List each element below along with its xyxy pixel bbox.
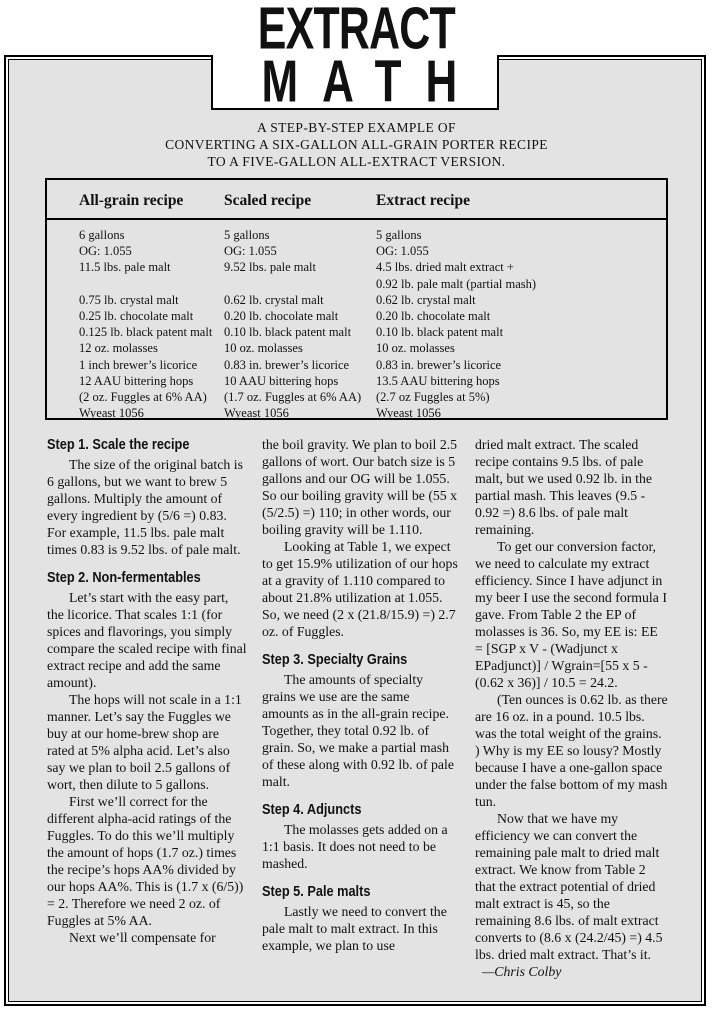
table-row: [79, 308, 666, 324]
table-cell: 10 AAU bittering hops: [224, 373, 339, 388]
table-cell: 0.125 lb. black patent malt: [79, 325, 213, 340]
paragraph: Lastly we need to convert the pale malt to malt extract. In this example, we plan to use: [262, 904, 447, 953]
title-text-math: MATH: [261, 47, 482, 115]
article: [47, 436, 668, 980]
table-row: [79, 227, 666, 243]
paragraph: The hops will not scale in a 1:1 manner. Let’s say the Fuggles we buy at our home-brew shop are rated at 5% alpha acid. Let’s also say we plan to boil 2.5 gallons of wort, then dilute to 5 gallons.: [47, 692, 242, 792]
table-cell: 0.92 lb. pale malt (partial mash): [376, 276, 537, 291]
table-row: [79, 389, 666, 405]
paragraph: First we’ll correct for the different alpha-acid ratings of the Fuggles. To do this we’ll multiply the amount of hops (1.7 oz.) times the recipe’s hops AA% divided by our hops AA%. This is (1.7 x (6/5)) = 2. Therefore we need 2 oz. of Fuggles at 5% AA.: [47, 794, 244, 928]
table-cell: OG: 1.055: [79, 244, 132, 259]
table-header-cell: Extract recipe: [376, 192, 470, 209]
table-header-cell: Scaled recipe: [224, 192, 312, 209]
table-cell: 0.10 lb. black patent malt: [224, 325, 352, 340]
recipe-table: [45, 178, 668, 420]
subtitle-line: TO A FIVE-GALLON ALL-EXTRACT VERSION.: [207, 154, 506, 169]
table-cell: [224, 276, 376, 292]
table-row: [79, 405, 666, 421]
table-row: [79, 373, 666, 389]
table-cell: 12 oz. molasses: [79, 341, 158, 356]
table-cell: 9.52 lbs. pale malt: [224, 260, 316, 275]
article-column-3: [475, 436, 668, 980]
paragraph: Let’s start with the easy part, the licorice. That scales 1:1 (for spices and flavorings, you simply compare the scaled recipe with final extract recipe and add the same amount).: [47, 590, 247, 690]
step-heading-text: Step 4. Adjuncts: [262, 801, 362, 818]
table-row: [79, 357, 666, 373]
table-cell: 0.62 lb. crystal malt: [376, 292, 476, 307]
table-row: [79, 324, 666, 340]
table-row: [79, 243, 666, 259]
paragraph: The molasses gets added on a 1:1 basis. It does not need to be mashed.: [262, 822, 448, 871]
table-cell: Wyeast 1056: [376, 406, 441, 421]
table-cell: 5 gallons: [376, 228, 422, 242]
recipe-table-body: [47, 220, 666, 421]
step-heading-text: Step 2. Non-fermentables: [47, 569, 201, 586]
paragraph: To get our conversion factor, we need to calculate my extract efficiency. Since I have adjunct in my beer I use the second formula I gave. From Table 2 the EP of molasses is 36. So, my EE is: EE = [SGP x V - (Wadjunct x EPadjunct)] / Wgrain=[55 x 5 - (0.62 x 36)] / 10.5 = 24.2.: [475, 539, 667, 690]
step-heading: [47, 436, 247, 453]
article-column-1: [47, 436, 247, 980]
table-cell: Wyeast 1056: [79, 406, 144, 421]
table-cell: 10 oz. molasses: [376, 341, 455, 356]
step-heading: [262, 883, 458, 900]
table-cell: 6 gallons: [79, 228, 125, 242]
table-cell: 0.25 lb. chocolate malt: [79, 309, 194, 324]
masthead-title-line2: [0, 47, 713, 121]
table-row: [79, 276, 666, 292]
paragraph: (Ten ounces is 0.62 lb. as there are 16 oz. in a pound. 10.5 lbs. was the total weight of the grains. ) Why is my EE so lousy? Mostly because I have a one-gallon space under the false bottom of my mash tun.: [475, 692, 668, 809]
recipe-table-header-row: [47, 180, 666, 220]
table-cell: 5 gallons: [224, 228, 270, 242]
table-cell: 4.5 lbs. dried malt extract +: [376, 260, 514, 275]
step-heading: [262, 801, 458, 818]
step-heading: [262, 651, 458, 668]
subtitle-line: A STEP-BY-STEP EXAMPLE OF: [257, 120, 456, 135]
table-row: [79, 292, 666, 308]
table-cell: (2.7 oz Fuggles at 5%): [376, 390, 490, 405]
table-cell: 0.83 in. brewer’s licorice: [376, 357, 502, 372]
table-cell: 12 AAU bittering hops: [79, 373, 194, 388]
paragraph: dried malt extract. The scaled recipe contains 9.5 lbs. of pale malt, but we used 0.92 lb. in the partial mash. This leaves (9.5 - 0.92 =) 8.6 lbs. of pale malt remaining.: [475, 437, 653, 537]
step-heading-text: Step 5. Pale malts: [262, 883, 371, 900]
subtitle-line: CONVERTING A SIX-GALLON ALL-GRAIN PORTER RECIPE: [165, 137, 548, 152]
paragraph: Looking at Table 1, we expect to get 15.9% utilization of our hops at a gravity of 1.110 compared to about 21.8% utilization at 1.055. So, we need (2 x (21.8/15.9) =) 2.7 oz. of Fuggles.: [262, 539, 458, 639]
paragraph: Now that we have my efficiency we can convert the remaining pale malt to dried malt extract. We know from Table 2 that the extract potential of dried malt extract is 45, so the remaining 8.6 lbs. of malt extract converts to (8.6 x (24.2/45) =) 4.5 lbs. dried malt extract. That’s it.—Chris Colby: [475, 811, 663, 979]
table-cell: 0.83 in. brewer’s licorice: [224, 357, 350, 372]
table-cell: OG: 1.055: [376, 244, 429, 259]
paragraph: The amounts of specialty grains we use are the same amounts as in the all-grain recipe. Together, they total 0.92 lb. of grain. So, we make a partial mash of these along with 0.92 lb. of pale malt.: [262, 672, 454, 789]
table-cell: OG: 1.055: [224, 244, 277, 259]
table-cell: (2 oz. Fuggles at 6% AA): [79, 390, 207, 405]
masthead-subtitle: [0, 119, 713, 170]
table-cell: 11.5 lbs. pale malt: [79, 260, 171, 275]
table-cell: 0.20 lb. chocolate malt: [224, 309, 339, 324]
article-column-2: [262, 436, 458, 980]
author-byline: —Chris Colby: [482, 964, 562, 979]
table-row: [79, 340, 666, 356]
table-cell: 13.5 AAU bittering hops: [376, 373, 500, 388]
step-heading-text: Step 1. Scale the recipe: [47, 436, 190, 453]
step-heading-text: Step 3. Specialty Grains: [262, 651, 408, 668]
table-cell: 0.10 lb. black patent malt: [376, 325, 504, 340]
paragraph: The size of the original batch is 6 gallons, but we want to brew 5 gallons. Multiply the amount of every ingredient by (5/6 =) 0.83. For example, 11.5 lbs. pale malt times 0.83 is 9.52 lbs. of pale malt.: [47, 457, 243, 557]
table-cell: 1 inch brewer’s licorice: [79, 357, 198, 372]
table-row: [79, 259, 666, 275]
table-cell: 0.20 lb. chocolate malt: [376, 309, 491, 324]
table-cell: 0.62 lb. crystal malt: [224, 292, 324, 307]
table-cell: [79, 276, 224, 292]
table-cell: 0.75 lb. crystal malt: [79, 292, 179, 307]
table-cell: Wyeast 1056: [224, 406, 289, 421]
paragraph: Next we’ll compensate for: [69, 930, 216, 945]
table-cell: (1.7 oz. Fuggles at 6% AA): [224, 390, 362, 405]
step-heading: [47, 569, 247, 586]
table-header-cell: All-grain recipe: [79, 192, 184, 209]
title-text-extract: EXTRACT: [257, 0, 456, 62]
paragraph: the boil gravity. We plan to boil 2.5 gallons of wort. Our batch size is 5 gallons and our OG will be 1.055. So our boiling gravity will be (55 x (5/2.5) =) 110; in other words, our boiling gravity will be 1.110.: [262, 437, 458, 537]
table-cell: 10 oz. molasses: [224, 341, 303, 356]
